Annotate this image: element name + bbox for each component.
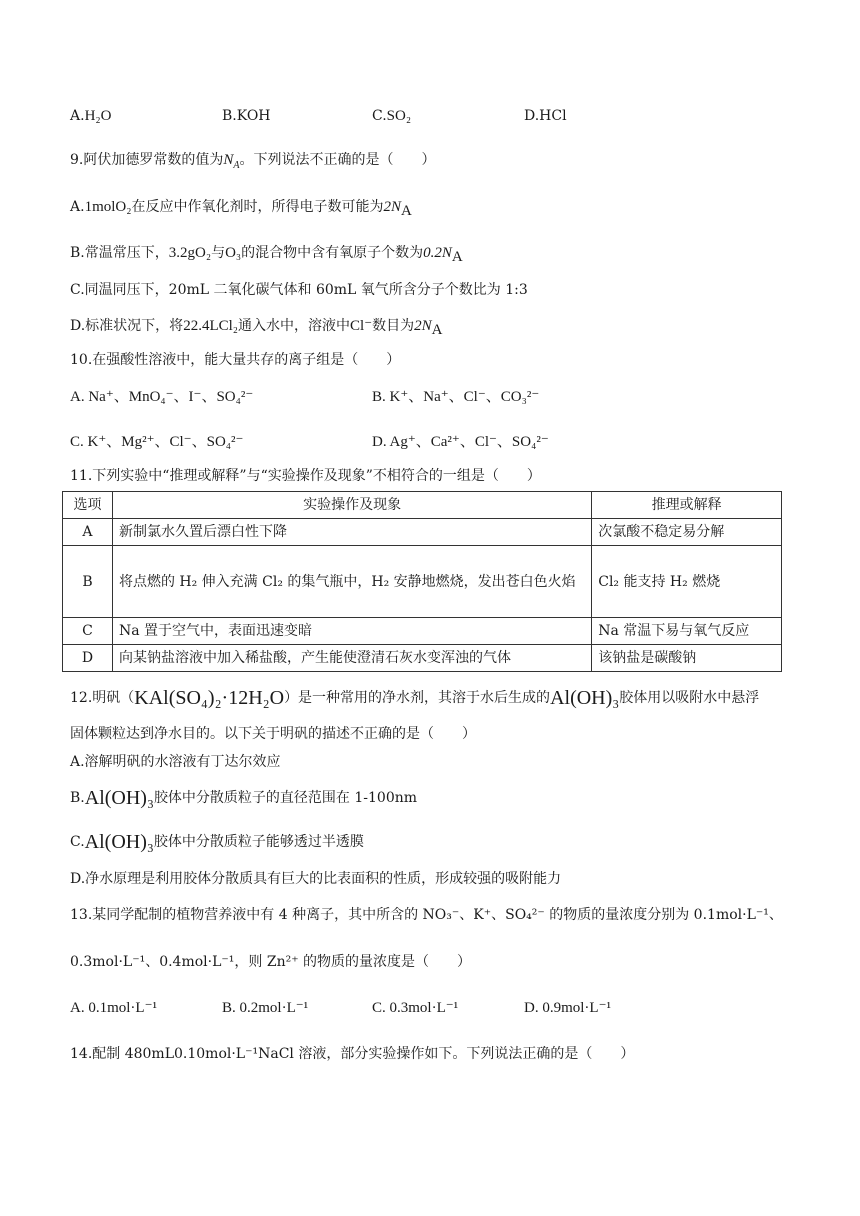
q9-a-label: A. xyxy=(70,199,85,215)
q12-stem-line2: 固体颗粒达到净水目的。以下关于明矾的描述不正确的是（ ） xyxy=(70,726,476,742)
q13-stem-line2: 0.3mol·L⁻¹、0.4mol·L⁻¹，则 Zn²⁺ 的物质的量浓度是（ ） xyxy=(70,954,472,970)
q9-b-text2: 与 xyxy=(211,245,226,261)
q12-stem-prefix: 12.明矾（ xyxy=(70,690,135,706)
q9-stem-prefix: 9.阿伏加德罗常数的值为 xyxy=(70,152,224,168)
q8-option-c-label: C. xyxy=(372,108,387,124)
q12-stem-mid: ）是一种常用的净水剂，其溶于水后生成的 xyxy=(284,690,551,706)
q9-a-math: 1molO₂ xyxy=(84,199,132,215)
table-cell-operation: 向某钠盐溶液中加入稀盐酸，产生能使澄清石灰水变浑浊的气体 xyxy=(112,645,591,672)
q12-hydroxide-formula: Al(OH)₃ xyxy=(550,687,620,709)
q9-b-text3: 的混合物中含有氧原子个数为 xyxy=(241,245,424,261)
q9-d-text1: D.标准状况下，将 xyxy=(70,318,184,334)
q8-option-a xyxy=(70,106,111,126)
table-cell-explanation: Cl₂ 能支持 H₂ 燃烧 xyxy=(592,546,782,618)
q12-b-label: B. xyxy=(70,790,85,806)
q13-option-c: C. 0.3mol·L⁻¹ xyxy=(372,1000,459,1016)
table-cell-explanation: Na 常温下易与氧气反应 xyxy=(592,618,782,645)
table-cell-option: A xyxy=(63,519,113,546)
q9-option-c: C.同温同压下，20mL 二氧化碳气体和 60mL 氧气所含分子个数比为 1:3 xyxy=(70,282,528,298)
table-header-option: 选项 xyxy=(63,492,113,519)
table-cell-operation: Na 置于空气中，表面迅速变暗 xyxy=(112,618,591,645)
q10-stem: 10.在强酸性溶液中，能大量共存的离子组是（ ） xyxy=(70,352,401,368)
q9-d-math: 22.4LCl₂ xyxy=(183,318,239,334)
q12-b-text: 胶体中分散质粒子的直径范围在 1-100nm xyxy=(153,790,418,806)
q8-option-d: D.HCl xyxy=(524,108,567,124)
q9-option-b: B.常温常压下，3.2gO₂与O₃的混合物中含有氧原子个数为$0.2N_A$ xyxy=(70,245,463,265)
q9-a-text: 在反应中作氧化剂时，所得电子数可能为 xyxy=(131,199,384,215)
table-header-row xyxy=(63,492,782,519)
q12-option-d: D.净水原理是利用胶体分散质具有巨大的比表面积的性质，形成较强的吸附能力 xyxy=(70,871,562,887)
q9-b-math2: O₃ xyxy=(225,245,242,261)
q9-b-text1: B.常温常压下， xyxy=(70,245,169,261)
q12-c-formula: Al(OH)₃ xyxy=(84,831,154,853)
table-cell-explanation: 次氯酸不稳定易分解 xyxy=(592,519,782,546)
q13-stem-line1: 13.某同学配制的植物营养液中有 4 种离子，其中所含的 NO₃⁻、K⁺、SO₄²⁻ 的物质的量浓度分别为 0.1mol·L⁻¹、 xyxy=(70,907,783,923)
q12-stem-line1 xyxy=(70,688,759,708)
table-row xyxy=(63,618,782,645)
q12-stem-suffix: 胶体用以吸附水中悬浮 xyxy=(619,690,760,706)
q8-option-b: B.KOH xyxy=(222,108,271,124)
q12-option-c xyxy=(70,832,364,852)
table-header-explanation: 推理或解释 xyxy=(592,492,782,519)
table-cell-operation: 新制氯水久置后漂白性下降 xyxy=(112,519,591,546)
table-row xyxy=(63,519,782,546)
table-row xyxy=(63,546,782,618)
q9-b-math: 3.2gO₂ xyxy=(168,245,212,261)
q8-option-c-formula: SO₂ xyxy=(386,108,412,124)
q9-stem-suffix: 。下列说法不正确的是（ ） xyxy=(239,152,436,168)
table-cell-option: C xyxy=(63,618,113,645)
q12-b-formula: Al(OH)₃ xyxy=(84,787,154,809)
table-cell-explanation: 该钠盐是碳酸钠 xyxy=(592,645,782,672)
q8-option-c xyxy=(372,106,411,126)
avogadro-symbol: $N_A$ xyxy=(223,152,240,171)
q9-a-value: 2N xyxy=(383,199,401,215)
q11-experiment-table xyxy=(62,491,782,672)
table-header-operation: 实验操作及现象 xyxy=(112,492,591,519)
q12-option-b xyxy=(70,788,417,808)
q14-stem: 14.配制 480mL0.10mol·L⁻¹NaCl 溶液，部分实验操作如下。下列说法正确的是（ ） xyxy=(70,1046,635,1062)
q13-option-d: D. 0.9mol·L⁻¹ xyxy=(524,1000,611,1016)
q11-stem: 11.下列实验中“推理或解释”与“实验操作及现象”不相符合的一组是（ ） xyxy=(70,468,541,484)
q10-option-d: D. Ag⁺、Ca²⁺、Cl⁻、SO₄²⁻ xyxy=(372,434,549,450)
table-cell-option: B xyxy=(63,546,113,618)
q10-option-c: C. K⁺、Mg²⁺、Cl⁻、SO₄²⁻ xyxy=(70,434,244,450)
q12-option-a: A.溶解明矾的水溶液有丁达尔效应 xyxy=(70,754,281,770)
q9-option-d: D.标准状况下，将22.4LCl₂通入水中，溶液中Cl⁻数目为$2N_A$ xyxy=(70,318,443,338)
table-cell-operation: 将点燃的 H₂ 伸入充满 Cl₂ 的集气瓶中，H₂ 安静地燃烧，发出苍白色火焰 xyxy=(112,546,591,618)
q12-c-text: 胶体中分散质粒子能够透过半透膜 xyxy=(153,834,364,850)
table-row xyxy=(63,645,782,672)
q10-option-a: A. Na⁺、MnO₄⁻、I⁻、SO₄²⁻ xyxy=(70,389,254,405)
q10-option-b: B. K⁺、Na⁺、Cl⁻、CO₃²⁻ xyxy=(372,389,540,405)
q9-option-a: A.1molO₂在反应中作氧化剂时，所得电子数可能为$2N_A$ xyxy=(70,199,412,219)
q9-stem xyxy=(70,150,435,170)
q9-b-value: 0.2N xyxy=(423,245,452,261)
q13-option-b: B. 0.2mol·L⁻¹ xyxy=(222,1000,309,1016)
q9-d-ion: Cl⁻ xyxy=(350,318,373,334)
q9-d-text3: 数目为 xyxy=(372,318,415,334)
q13-option-a: A. 0.1mol·L⁻¹ xyxy=(70,1000,157,1016)
table-cell-option: D xyxy=(63,645,113,672)
q12-alum-formula: KAl(SO₄)₂·12H₂O xyxy=(134,687,285,709)
q12-c-label: C. xyxy=(70,834,85,850)
q8-option-a-label: A. xyxy=(70,108,85,124)
q9-d-value: 2N xyxy=(414,318,432,334)
q8-option-a-formula: H₂O xyxy=(84,108,112,124)
q9-d-text2: 通入水中，溶液中 xyxy=(238,318,351,334)
